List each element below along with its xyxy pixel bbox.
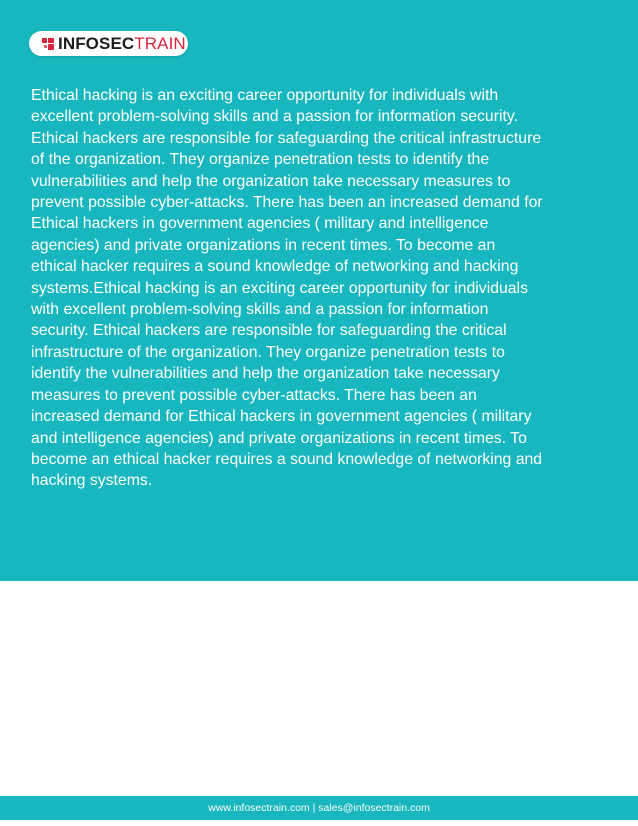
body-line-12: security. Ethical hackers are responsible for safeguarding the critical (31, 322, 507, 340)
body-line-14: identify the vulnerabilities and help the organization take necessary (31, 365, 500, 383)
body-line-17: and intelligence agencies) and private organizations in recent times. To (31, 429, 527, 447)
article-body (31, 85, 611, 492)
body-line-2: excellent problem-solving skills and a passion for information security. (31, 108, 518, 126)
body-line-6: prevent possible cyber-attacks. There has been an increased demand for (31, 194, 543, 212)
logo-secondary-text: TRAIN (134, 34, 186, 53)
body-line-8: agencies) and private organizations in recent times. To become an (31, 236, 496, 254)
body-line-18: become an ethical hacker requires a sound knowledge of networking and (31, 450, 543, 468)
footer-bar (0, 796, 638, 820)
body-line-19: hacking systems. (31, 472, 153, 490)
infosectrain-logo-icon (42, 38, 54, 50)
footer-contact: www.infosectrain.com | sales@infosectrain.com (208, 801, 430, 814)
body-line-7: Ethical hackers in government agencies ( military and intelligence (31, 215, 489, 233)
body-line-16: increased demand for Ethical hackers in government agencies ( military (31, 408, 532, 426)
logo-wordmark (58, 35, 186, 52)
body-line-3: Ethical hackers are responsible for safeguarding the critical infrastructure (31, 129, 542, 147)
brand-logo (29, 31, 188, 56)
body-line-5: vulnerabilities and help the organization take necessary measures to (31, 172, 511, 190)
logo-primary-text: INFOSEC (58, 34, 135, 53)
body-line-1: Ethical hacking is an exciting career opportunity for individuals with (31, 87, 499, 104)
body-line-9: ethical hacker requires a sound knowledge of networking and hacking (31, 258, 519, 276)
body-line-13: infrastructure of the organization. They organize penetration tests to (31, 343, 505, 361)
body-line-4: of the organization. They organize penetration tests to identify the (31, 151, 490, 169)
body-line-10: systems.Ethical hacking is an exciting career opportunity for individuals (31, 279, 528, 297)
body-line-11: with excellent problem-solving skills and a passion for information (31, 301, 489, 319)
body-line-15: measures to prevent possible cyber-attacks. There has been an (31, 386, 477, 404)
